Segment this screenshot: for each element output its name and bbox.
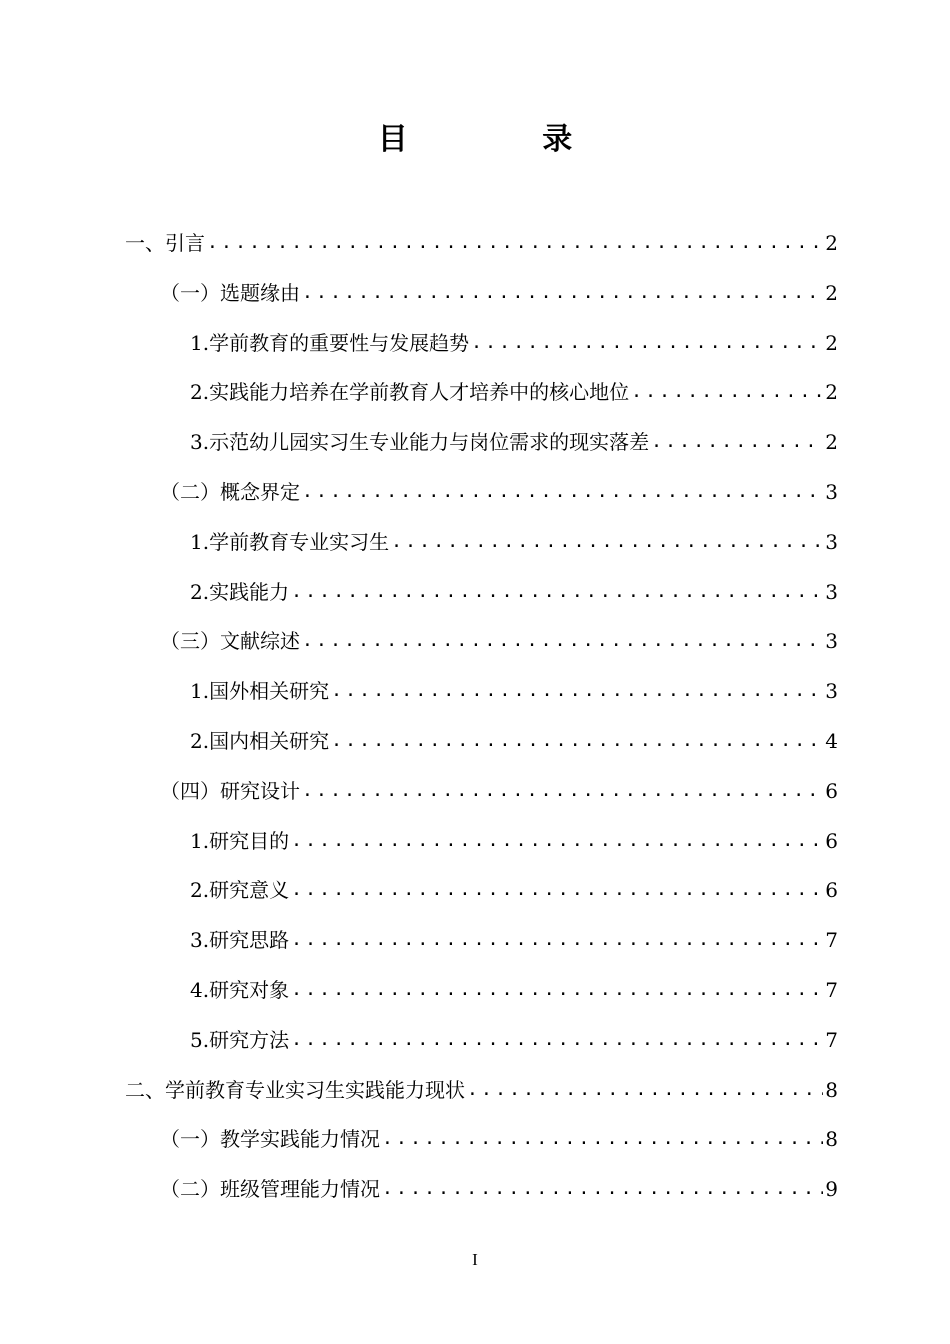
toc-leader-dots (291, 975, 823, 1005)
toc-entry-title: 1.国外相关研究 (190, 679, 330, 704)
toc-leader-dots (291, 826, 823, 856)
toc-entry-page: 2 (825, 380, 838, 405)
toc-entry-page: 3 (825, 629, 838, 654)
toc-entry[interactable] (190, 820, 838, 856)
toc-entry-title: 1.学前教育专业实习生 (190, 529, 390, 554)
toc-leader-dots (651, 427, 823, 457)
toc-leader-dots (302, 477, 823, 507)
toc-entry-page: 6 (825, 778, 838, 803)
toc-entry[interactable] (160, 1168, 838, 1204)
toc-entry-title: 2.实践能力 (190, 579, 290, 604)
toc-entry-page: 3 (825, 579, 838, 604)
toc-entry[interactable] (190, 421, 838, 457)
toc-entry[interactable] (190, 371, 838, 407)
toc-leader-dots (291, 577, 823, 607)
toc-entry[interactable] (190, 322, 838, 358)
toc-entry-page: 8 (825, 1077, 838, 1102)
toc-entry-page: 6 (825, 828, 838, 853)
toc-entry[interactable] (190, 919, 838, 955)
toc-entry-page: 3 (825, 529, 838, 554)
toc-entry-page: 7 (825, 978, 838, 1002)
toc-leader-dots (207, 228, 823, 258)
toc-leader-dots (291, 875, 823, 905)
toc-entry[interactable] (160, 471, 838, 507)
toc-entry[interactable] (160, 770, 838, 806)
toc-entry[interactable] (160, 620, 838, 656)
toc-entry-title: 2.国内相关研究 (190, 729, 330, 753)
toc-entry[interactable] (160, 1118, 838, 1154)
toc-leader-dots (331, 676, 823, 706)
toc-entry-page: 2 (825, 430, 838, 455)
toc-entry[interactable] (190, 969, 838, 1005)
toc-leader-dots (391, 527, 823, 557)
toc-entry-page: 7 (825, 1027, 838, 1052)
toc-entry-title: （二）概念界定 (160, 480, 300, 504)
toc-leader-dots (467, 1075, 823, 1105)
toc-entry[interactable] (190, 1019, 838, 1055)
toc-entry-page: 4 (825, 729, 838, 753)
toc-entry[interactable] (190, 720, 838, 756)
toc-entry[interactable] (125, 1069, 838, 1105)
toc-leader-dots (382, 1174, 823, 1204)
toc-entry-page: 2 (825, 231, 838, 255)
toc-entry-title: （一）教学实践能力情况 (160, 1127, 380, 1152)
toc-leader-dots (302, 278, 823, 308)
toc-entry-page: 7 (825, 928, 838, 953)
toc-entry-page: 6 (825, 878, 838, 903)
page-number: I (472, 1250, 478, 1269)
toc-entry-page: 2 (825, 330, 838, 355)
toc-entry-title: 1.学前教育的重要性与发展趋势 (190, 330, 470, 355)
toc-entry-title: （二）班级管理能力情况 (160, 1177, 380, 1202)
toc-entry-title: 2.研究意义 (190, 878, 290, 903)
toc-leader-dots (291, 925, 823, 955)
toc-entry-title: 一、引言 (125, 231, 205, 255)
toc-leader-dots (382, 1124, 823, 1154)
toc-leader-dots (302, 776, 823, 806)
toc-entry-title: （四）研究设计 (160, 778, 300, 803)
toc-entry[interactable] (160, 272, 838, 308)
toc-entry-title: 1.研究目的 (190, 828, 290, 853)
toc-entry-title: （三）文献综述 (160, 629, 300, 654)
toc-entry[interactable] (190, 869, 838, 905)
toc-entry-title: 3.示范幼儿园实习生专业能力与岗位需求的现实落差 (190, 430, 650, 455)
toc-entry-title: 3.研究思路 (190, 928, 290, 953)
toc-entry-title: 2.实践能力培养在学前教育人才培养中的核心地位 (190, 380, 630, 405)
toc-entry-title: 5.研究方法 (190, 1027, 290, 1052)
toc-leader-dots (302, 626, 823, 656)
toc-entry[interactable] (190, 521, 838, 557)
toc-entry-title: 4.研究对象 (190, 978, 290, 1002)
toc-entry[interactable] (190, 571, 838, 607)
toc-leader-dots (331, 726, 823, 756)
toc-leader-dots (471, 328, 823, 358)
toc-entry-page: 2 (825, 280, 838, 305)
toc-entry[interactable] (190, 670, 838, 706)
toc-entry-title: 二、学前教育专业实习生实践能力现状 (125, 1077, 465, 1102)
toc-leader-dots (291, 1025, 823, 1055)
toc-entry-page: 3 (825, 679, 838, 704)
toc-entry-page: 9 (825, 1177, 838, 1202)
toc-entry[interactable] (125, 222, 838, 258)
toc-entry-page: 8 (825, 1127, 838, 1152)
toc-entry-title: （一）选题缘由 (160, 280, 300, 305)
toc-leader-dots (631, 377, 823, 407)
toc-entry-page: 3 (825, 480, 838, 504)
page-title: 目 录 (377, 122, 635, 157)
